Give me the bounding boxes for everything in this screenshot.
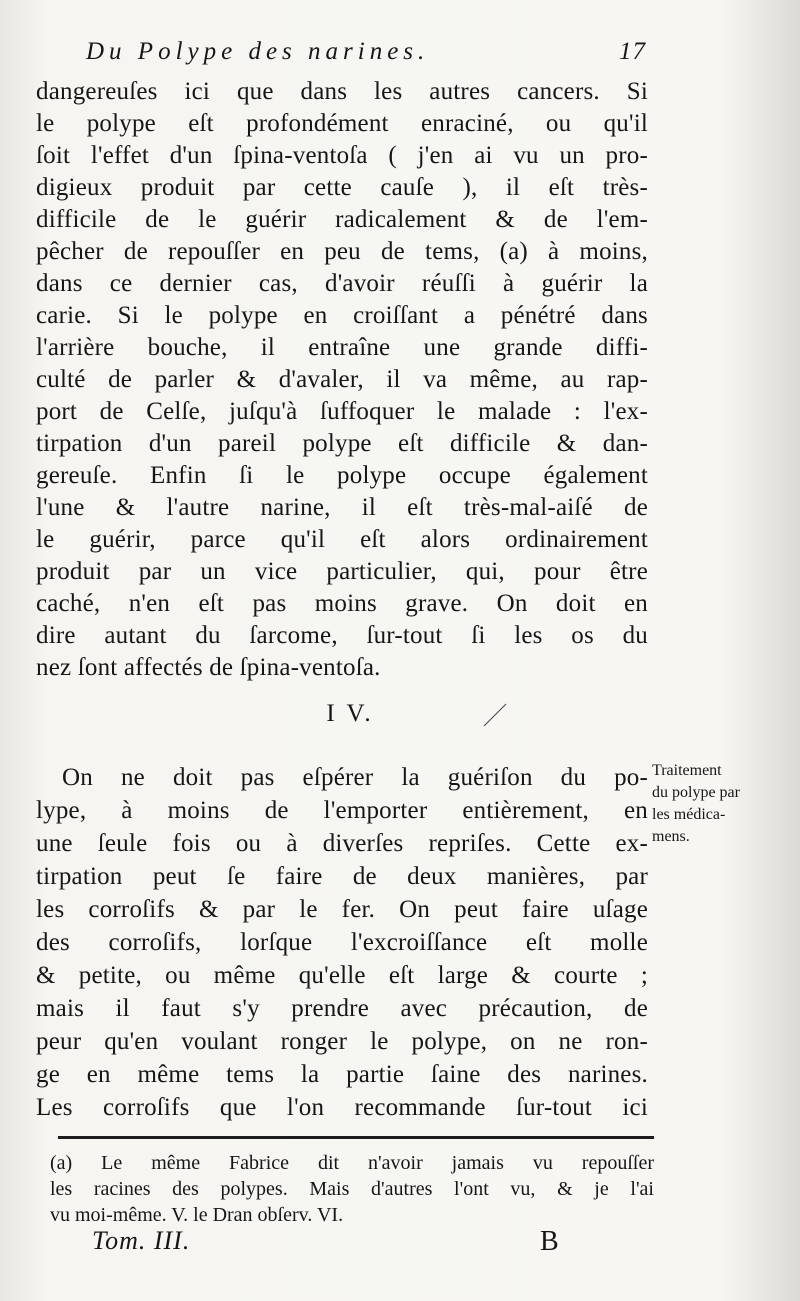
margin-note-line: mens.: [652, 828, 690, 845]
text-line: culté de parler & d'avaler, il va même, au rap-: [36, 366, 648, 393]
text-line: gereuſe. Enfin ſi le polype occupe également: [36, 462, 648, 489]
text-line: dangereuſes ici que dans les autres cancers. Si: [36, 78, 648, 105]
text-line: ſoit l'effet d'un ſpina-ventoſa ( j'en ai vu un pro-: [36, 142, 648, 169]
text-line: Les corroſifs que l'on recommande ſur-tout ici: [36, 1094, 648, 1121]
footnote-line: (a) Le même Fabrice dit n'avoir jamais vu repouſſer: [50, 1152, 654, 1174]
footnote-line: les racines des polypes. Mais d'autres l'ont vu, & je l'ai: [50, 1178, 654, 1200]
text-line: le polype eſt profondément enraciné, ou qu'il: [36, 110, 648, 137]
text-line: les corroſifs & par le fer. On peut faire uſage: [36, 896, 648, 923]
text-line: peur qu'en voulant ronger le polype, on ne ron-: [36, 1028, 648, 1055]
text-line: produit par un vice particulier, qui, pour être: [36, 558, 648, 585]
text-line: dire autant du ſarcome, ſur-tout ſi les os du: [36, 622, 648, 649]
text-line: mais il faut s'y prendre avec précaution, de: [36, 995, 648, 1022]
text-line: tirpation peut ſe faire de deux manières, par: [36, 863, 648, 890]
text-line: port de Celſe, juſqu'à ſuffoquer le malade : l'ex-: [36, 398, 648, 425]
running-head: [86, 38, 646, 74]
text-line: On ne doit pas eſpérer la guériſon du po-: [62, 764, 648, 791]
text-line: dans ce dernier cas, d'avoir réuſſi à guérir la: [36, 270, 648, 297]
footnote-line: vu moi-même. V. le Dran obſerv. VI.: [50, 1204, 344, 1226]
text-line: lype, à moins de l'emporter entièrement, en: [36, 797, 648, 824]
text-line: tirpation d'un pareil polype eſt difficile & dan-: [36, 430, 648, 457]
text-line: l'arrière bouche, il entraîne une grande diffi-: [36, 334, 648, 361]
margin-note-line: les médica-: [652, 806, 726, 823]
footnote-rule: [58, 1136, 654, 1139]
text-line: carie. Si le polype en croiſſant a pénétré dans: [36, 302, 648, 329]
margin-note-line: Traitement: [652, 762, 722, 779]
margin-note: [652, 760, 792, 848]
text-line: le guérir, parce qu'il eſt alors ordinairement: [36, 526, 648, 553]
text-line: une ſeule fois ou à diverſes repriſes. Cette ex-: [36, 830, 648, 857]
volume-signature: Tom. III.: [92, 1226, 191, 1255]
section-number: I V.: [326, 700, 374, 727]
text-line: digieux produit par cette cauſe ), il eſt très-: [36, 174, 648, 201]
text-line: des corroſifs, lorſque l'excroiſſance eſt molle: [36, 929, 648, 956]
text-line: & petite, ou même qu'elle eſt large & courte ;: [36, 962, 648, 989]
text-line: l'une & l'autre narine, il eſt très-mal-aiſé de: [36, 494, 648, 521]
margin-note-line: du polype par: [652, 784, 740, 801]
page-number: 17: [619, 38, 646, 65]
pen-stroke-mark: [480, 700, 510, 730]
text-line: pêcher de repouſſer en peu de tems, (a) à moins,: [36, 238, 648, 265]
text-line: difficile de le guérir radicalement & de l'em-: [36, 206, 648, 233]
text-line: ge en même tems la partie ſaine des narines.: [36, 1061, 648, 1088]
running-title: Du Polype des narines.: [86, 38, 430, 65]
text-line: nez ſont affectés de ſpina-ventoſa.: [36, 654, 381, 681]
gathering-signature: B: [540, 1226, 559, 1257]
text-line: caché, n'en eſt pas moins grave. On doit en: [36, 590, 648, 617]
